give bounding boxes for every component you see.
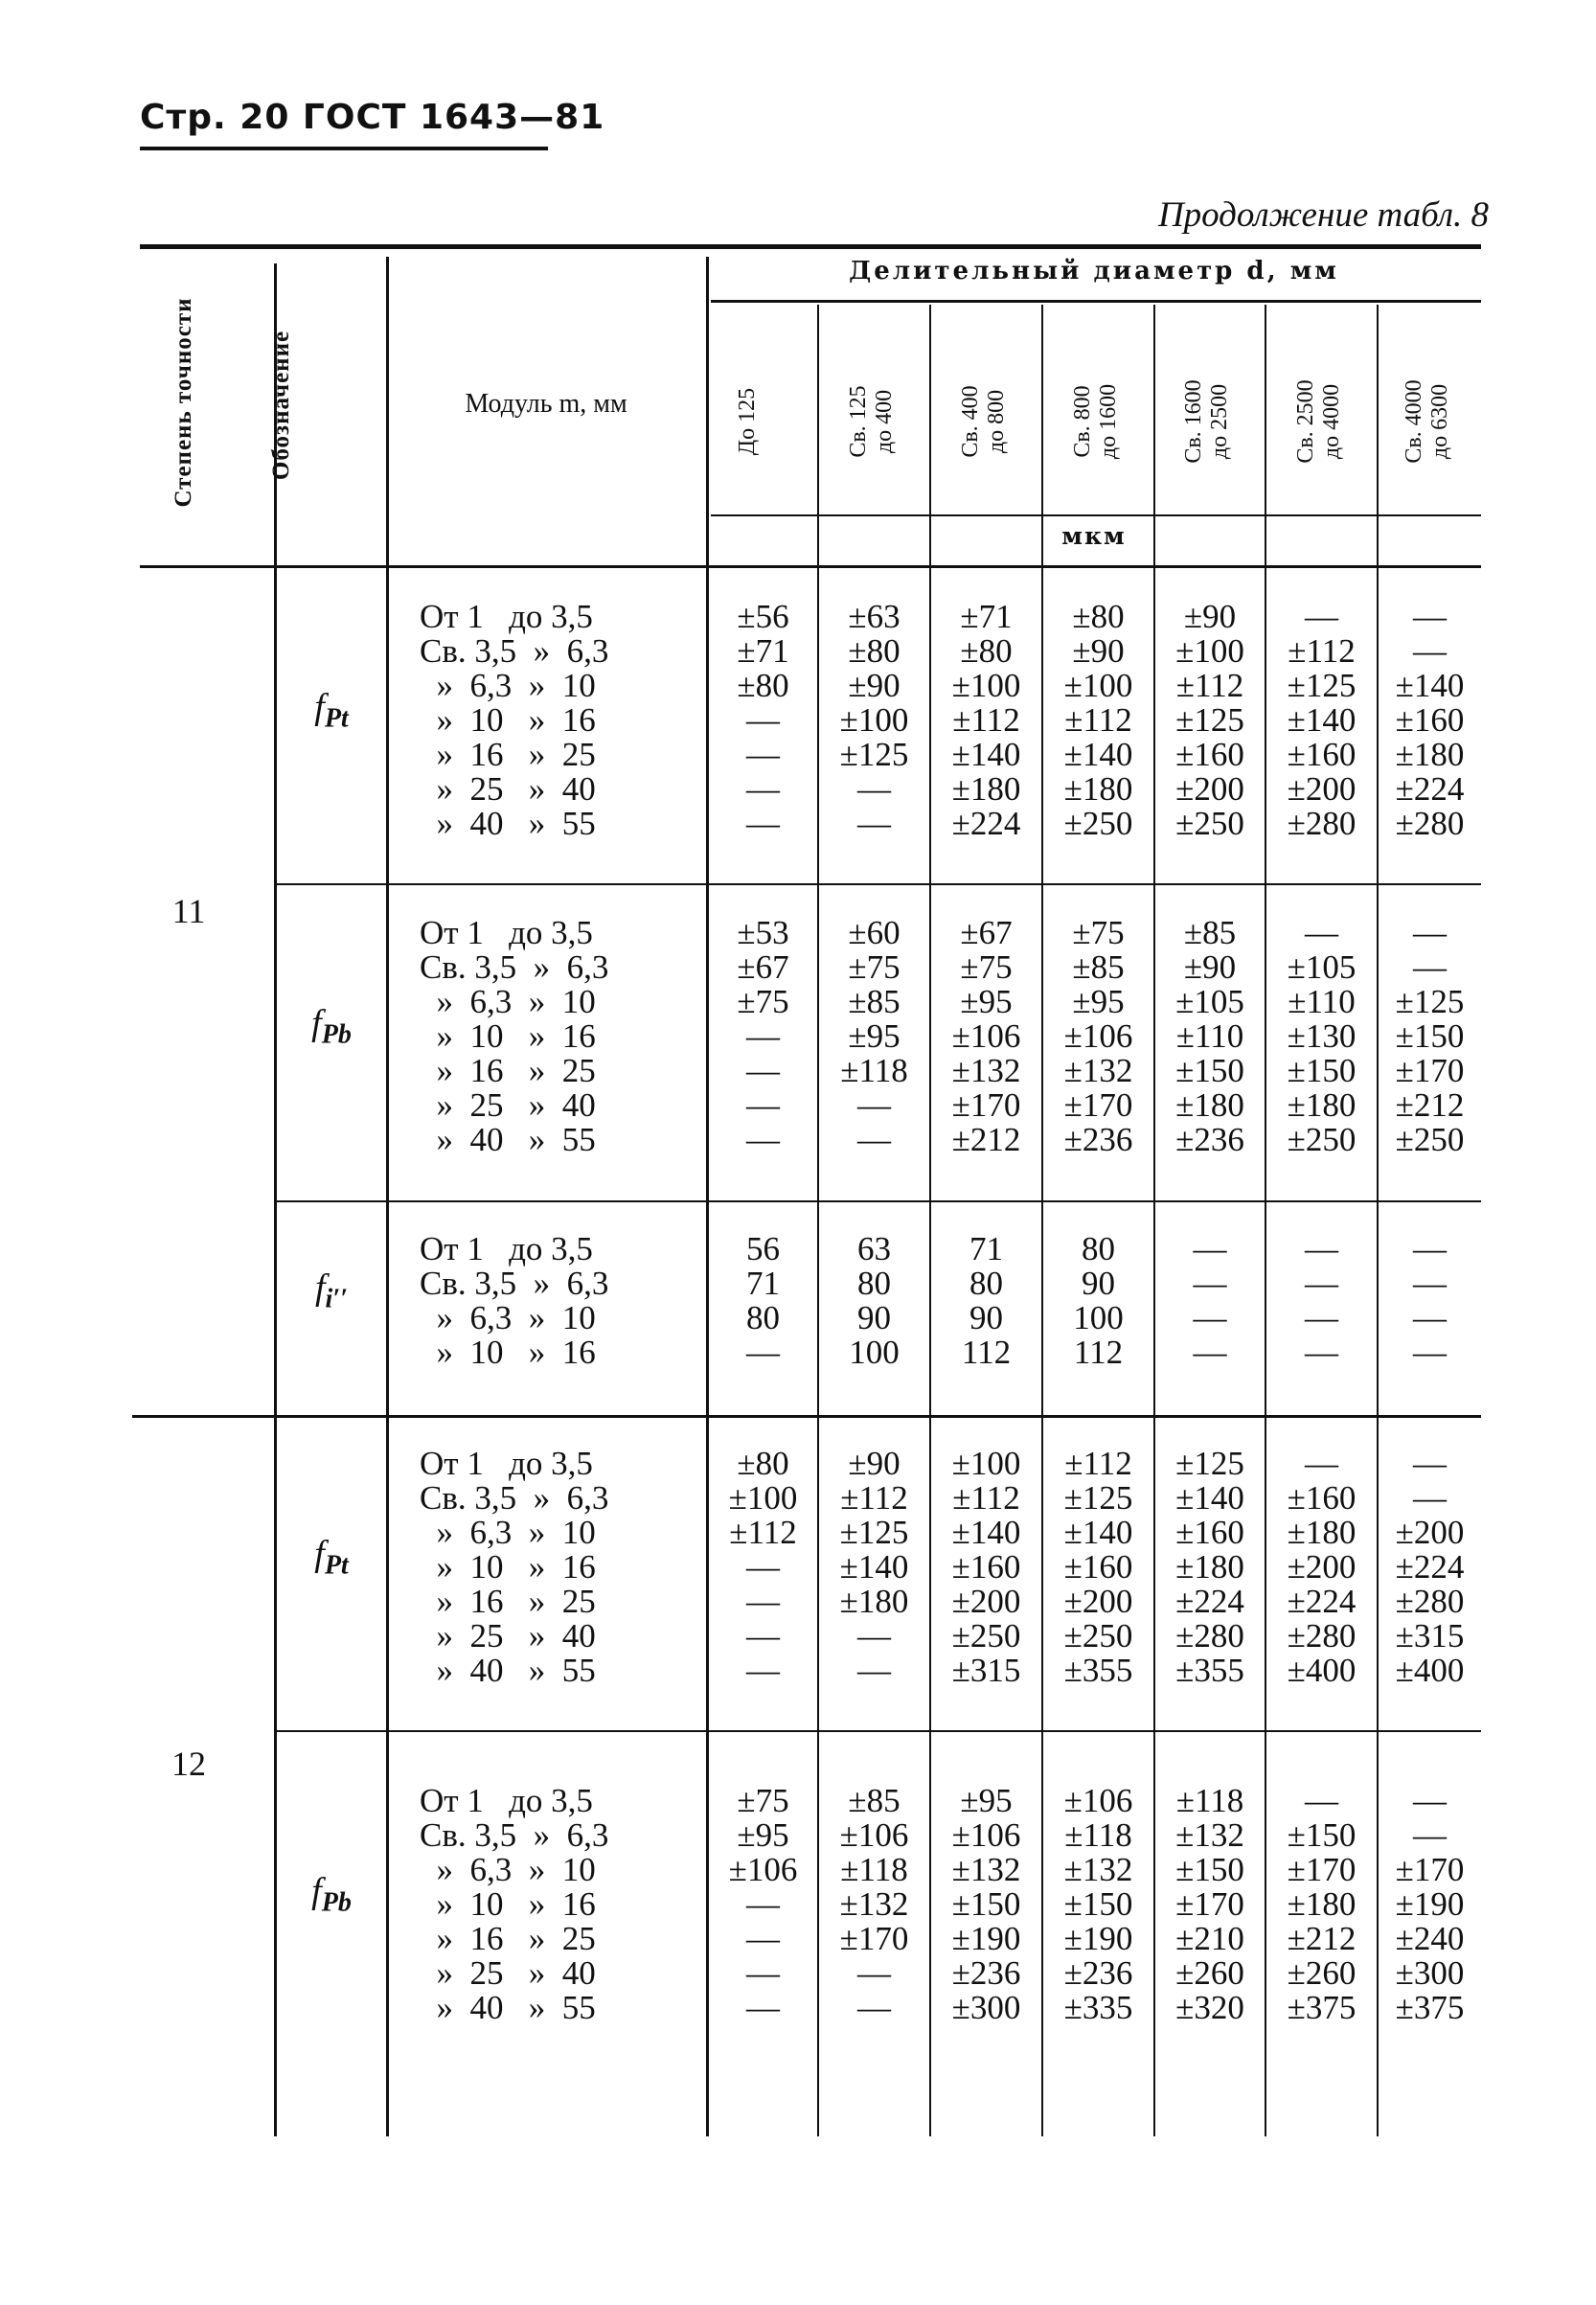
tolerance-values: — ±150 ±170 ±180 ±212 ±260 ±375	[1287, 1782, 1357, 2026]
module-range: От 1 до 3,5	[420, 1230, 593, 1267]
module-range: » 10 » 16	[420, 1548, 596, 1586]
module-range: От 1 до 3,5	[420, 1445, 593, 1482]
module-range: » 6,3 » 10	[420, 1299, 596, 1336]
diameter-column-header: Св. 400 до 800	[957, 385, 1009, 458]
module-range: » 10 » 16	[420, 701, 596, 739]
module-range: Св. 3,5 » 6,3	[420, 632, 609, 670]
module-range: » 6,3 » 10	[420, 667, 596, 704]
accuracy-degree-header: Степень точности	[171, 297, 196, 508]
tolerance-values: ±112 ±125 ±140 ±160 ±200 ±250 ±355	[1063, 1445, 1133, 1689]
module-range: » 25 » 40	[420, 1086, 596, 1124]
tolerance-values: ±67 ±75 ±95 ±106 ±132 ±170 ±212	[951, 914, 1021, 1158]
module-range: » 40 » 55	[420, 1652, 596, 1689]
module-range: » 6,3 » 10	[420, 1851, 596, 1888]
diameter-column-header: Св. 125 до 400	[845, 385, 897, 458]
tolerance-values: ±95 ±106 ±132 ±150 ±190 ±236 ±300	[951, 1782, 1021, 2026]
table-continuation-label: Продолжение табл. 8	[1157, 195, 1489, 235]
module-range: » 10 » 16	[420, 1017, 596, 1055]
module-range: » 16 » 25	[420, 736, 596, 773]
diameter-column-header: Св. 4000 до 6300	[1401, 379, 1452, 464]
designation-symbol	[284, 1533, 379, 1582]
designation-symbol	[284, 1870, 379, 1919]
module-range: Св. 3,5 » 6,3	[420, 1265, 609, 1302]
tolerance-values: ±85 ±90 ±105 ±110 ±150 ±180 ±236	[1175, 914, 1244, 1158]
diameter-column-header: Св. 2500 до 4000	[1292, 379, 1344, 464]
module-range-list	[420, 600, 608, 841]
col-line	[386, 257, 389, 2136]
tolerance-values: — ±105 ±110 ±130 ±150 ±180 ±250	[1287, 914, 1357, 1158]
module-range: » 6,3 » 10	[420, 1514, 596, 1551]
module-range-list	[420, 1784, 608, 2025]
tolerance-values: ±53 ±67 ±75 — — — —	[737, 914, 789, 1158]
tolerance-values: — ±160 ±180 ±200 ±224 ±280 ±400	[1287, 1445, 1357, 1689]
unit-label: мкм	[1061, 522, 1127, 550]
tolerance-values: 63 80 90 100	[849, 1230, 900, 1371]
module-range: От 1 до 3,5	[420, 598, 593, 635]
tolerance-values: ±80 ±90 ±100 ±112 ±140 ±180 ±250	[1063, 598, 1133, 842]
module-range: » 25 » 40	[420, 770, 596, 808]
tolerance-values: — — ±170 ±190 ±240 ±300 ±375	[1395, 1782, 1465, 2026]
tolerance-values: ±56 ±71 ±80 — — — —	[737, 598, 789, 842]
tolerance-values: ±106 ±118 ±132 ±150 ±190 ±236 ±335	[1063, 1782, 1133, 2026]
module-range: » 16 » 25	[420, 1583, 596, 1620]
designation-letter: f	[314, 1267, 326, 1308]
module-range: » 16 » 25	[420, 1052, 596, 1089]
unit-row-rule	[711, 514, 1481, 516]
designation-subscript: Pb	[321, 1887, 352, 1918]
tolerance-values: ±75 ±85 ±95 ±106 ±132 ±170 ±236	[1063, 914, 1133, 1158]
module-range: » 25 » 40	[420, 1617, 596, 1655]
module-range-list	[420, 1232, 608, 1370]
module-range-list	[420, 1447, 608, 1688]
tolerance-values: 71 80 90 112	[961, 1230, 1012, 1371]
tolerance-values: ±85 ±106 ±118 ±132 ±170 — —	[839, 1782, 909, 2026]
module-range: » 40 » 55	[420, 805, 596, 842]
module-range: » 16 » 25	[420, 1920, 596, 1957]
designation-letter: f	[311, 1003, 322, 1043]
designation-symbol	[284, 686, 379, 735]
module-range: » 40 » 55	[420, 1989, 596, 2026]
diameter-column-header: Св. 800 до 1600	[1069, 383, 1121, 460]
module-range: » 10 » 16	[420, 1334, 596, 1371]
designation-letter: f	[314, 1534, 325, 1574]
diameter-underline	[711, 300, 1481, 303]
tolerance-values: — ±112 ±125 ±140 ±160 ±200 ±280	[1287, 598, 1357, 842]
module-range-list	[420, 916, 608, 1157]
degree-separator	[132, 1415, 1481, 1418]
tolerance-values: ±75 ±95 ±106 — — — —	[728, 1782, 798, 2026]
designation-subscript: i′′	[325, 1284, 349, 1314]
tolerance-values: ±63 ±80 ±90 ±100 ±125 — —	[839, 598, 909, 842]
tolerance-values: ±71 ±80 ±100 ±112 ±140 ±180 ±224	[951, 598, 1021, 842]
module-range: » 6,3 » 10	[420, 983, 596, 1020]
header-underline	[140, 147, 548, 150]
accuracy-degree: 11	[171, 892, 206, 930]
page-header: Стр. 20 ГОСТ 1643—81	[140, 98, 605, 137]
tolerance-values: ±60 ±75 ±85 ±95 ±118 — —	[840, 914, 908, 1158]
tolerance-values: ±90 ±100 ±112 ±125 ±160 ±200 ±250	[1175, 598, 1244, 842]
tolerance-values: — — — —	[1193, 1230, 1227, 1371]
tolerance-values: — — — —	[1305, 1230, 1338, 1371]
diameter-column-header: До 125	[734, 387, 760, 456]
diameter-column-header: Св. 1600 до 2500	[1181, 379, 1232, 464]
module-header: Модуль m, мм	[465, 389, 627, 419]
module-range: » 25 » 40	[420, 1954, 596, 1992]
designation-subscript: Pt	[324, 1550, 349, 1581]
tolerance-values: — — ±200 ±224 ±280 ±315 ±400	[1395, 1445, 1465, 1689]
tolerance-values: ±80 ±100 ±112 — — — —	[728, 1445, 798, 1689]
tolerance-values: — — ±125 ±150 ±170 ±212 ±250	[1395, 914, 1465, 1158]
module-range: От 1 до 3,5	[420, 1782, 593, 1819]
designation-letter: f	[311, 1871, 322, 1911]
designation-letter: f	[314, 687, 325, 727]
tolerance-values: — — — —	[1413, 1230, 1447, 1371]
col-line	[274, 263, 277, 2136]
tolerance-values: — — ±140 ±160 ±180 ±224 ±280	[1395, 598, 1465, 842]
block-separator	[276, 883, 1481, 885]
tolerance-values: ±125 ±140 ±160 ±180 ±224 ±280 ±355	[1175, 1445, 1244, 1689]
module-range: Св. 3,5 » 6,3	[420, 1479, 609, 1517]
tolerance-values: ±100 ±112 ±140 ±160 ±200 ±250 ±315	[951, 1445, 1021, 1689]
module-range: Св. 3,5 » 6,3	[420, 1816, 609, 1854]
tolerance-values: 56 71 80 —	[746, 1230, 780, 1371]
module-range: » 10 » 16	[420, 1885, 596, 1923]
designation-symbol	[284, 1267, 379, 1315]
designation-header: Обозначение	[268, 330, 294, 481]
tolerance-values: ±90 ±112 ±125 ±140 ±180 — —	[839, 1445, 909, 1689]
head-bottom-rule	[140, 565, 1481, 568]
diameter-header: Делительный диаметр d, мм	[849, 257, 1339, 285]
module-range: От 1 до 3,5	[420, 914, 593, 951]
module-range: » 40 » 55	[420, 1121, 596, 1158]
accuracy-degree: 12	[171, 1745, 206, 1783]
tolerance-values: ±118 ±132 ±150 ±170 ±210 ±260 ±320	[1175, 1782, 1244, 2026]
designation-subscript: Pt	[324, 703, 349, 734]
module-range: Св. 3,5 » 6,3	[420, 948, 609, 986]
block-separator	[276, 1200, 1481, 1202]
block-separator	[276, 1730, 1481, 1732]
table-top-rule	[140, 244, 1481, 249]
designation-subscript: Pb	[321, 1019, 352, 1050]
tolerance-values: 80 90 100 112	[1073, 1230, 1124, 1371]
designation-symbol	[284, 1002, 379, 1051]
